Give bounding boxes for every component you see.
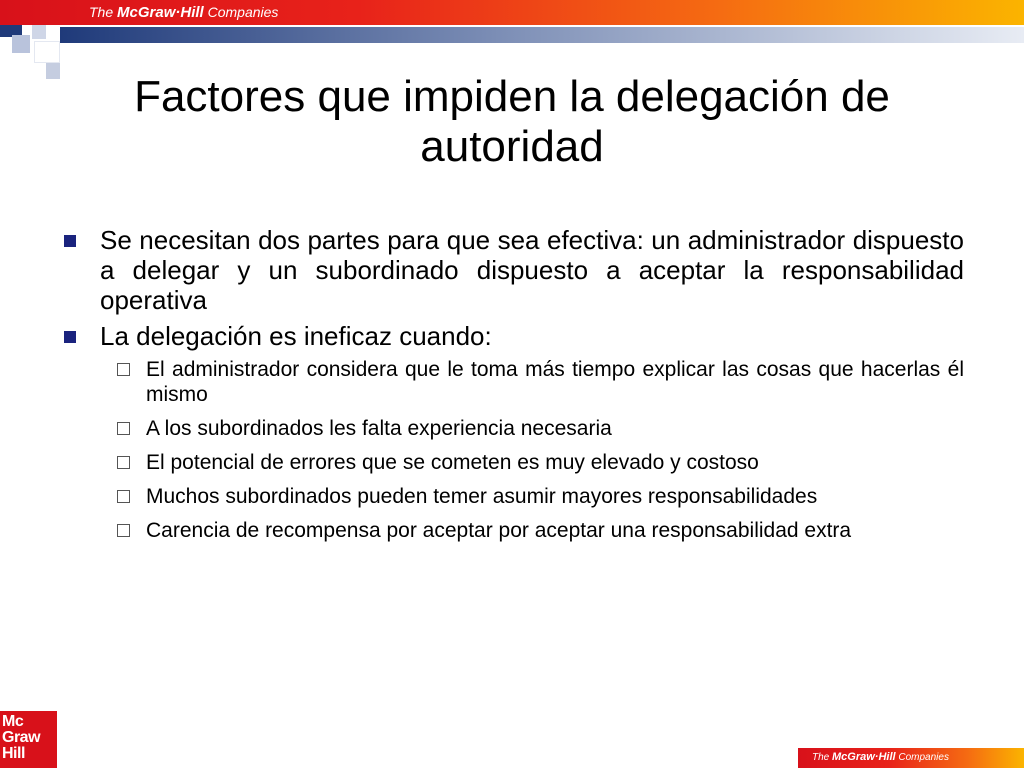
header-brand-logo [89,4,278,21]
sub-bullet-text: Muchos subordinados pueden temer asumir mayores responsabilidades [146,485,818,508]
sub-bullet-item [62,484,964,509]
sub-bullet-text: El administrador considera que le toma más tiempo explicar las cosas que hacerlas él mismo [146,358,964,406]
square-decoration [32,25,46,39]
sub-bullet-item [62,518,964,543]
sub-bullet-text: El potencial de errores que se cometen es muy elevado y costoso [146,451,759,474]
sub-bullet-item [62,357,964,407]
hollow-square-bullet-icon [117,456,130,469]
header-bar [0,0,1024,25]
sub-bullet-text: Carencia de recompensa por aceptar por aceptar una responsabilidad extra [146,519,852,542]
sub-bullet-item [62,450,964,475]
header-brand-prefix: The [89,4,114,20]
hollow-square-bullet-icon [117,422,130,435]
bullet-text: La delegación es ineficaz cuando: [100,321,492,351]
mcgraw-hill-logo [0,711,57,768]
header-brand-suffix: Companies [207,4,279,20]
hollow-square-bullet-icon [117,363,130,376]
slide-title: Factores que impiden la delegación de autoridad [134,72,890,171]
header-rule [60,27,1024,43]
logo-line: Graw [2,729,41,746]
footer-brand-prefix: The [812,752,830,763]
header-brand-name: McGraw·Hill [117,4,204,21]
hollow-square-bullet-icon [117,524,130,537]
bullet-item [62,225,964,315]
hollow-square-bullet-icon [117,490,130,503]
footer-brand-logo [812,751,949,763]
sub-bullet-item [62,416,964,441]
sub-bullet-text: A los subordinados les falta experiencia necesaria [146,417,612,440]
filled-square-bullet-icon [64,235,76,247]
logo-line: Mc [2,713,24,730]
logo-line: Hill [2,745,25,762]
square-decoration [34,41,60,63]
filled-square-bullet-icon [64,331,76,343]
slide-content [62,225,964,552]
bullet-text: Se necesitan dos partes para que sea efectiva: un administrador dispuesto a delegar y un subordinado dispuesto a aceptar la responsabilidad operativa [100,225,964,315]
footer-brand-name: McGraw·Hill [832,751,896,763]
footer-bar [798,748,1024,768]
square-decoration [12,35,30,53]
bullet-item [62,321,964,351]
footer-brand-suffix: Companies [898,752,949,763]
